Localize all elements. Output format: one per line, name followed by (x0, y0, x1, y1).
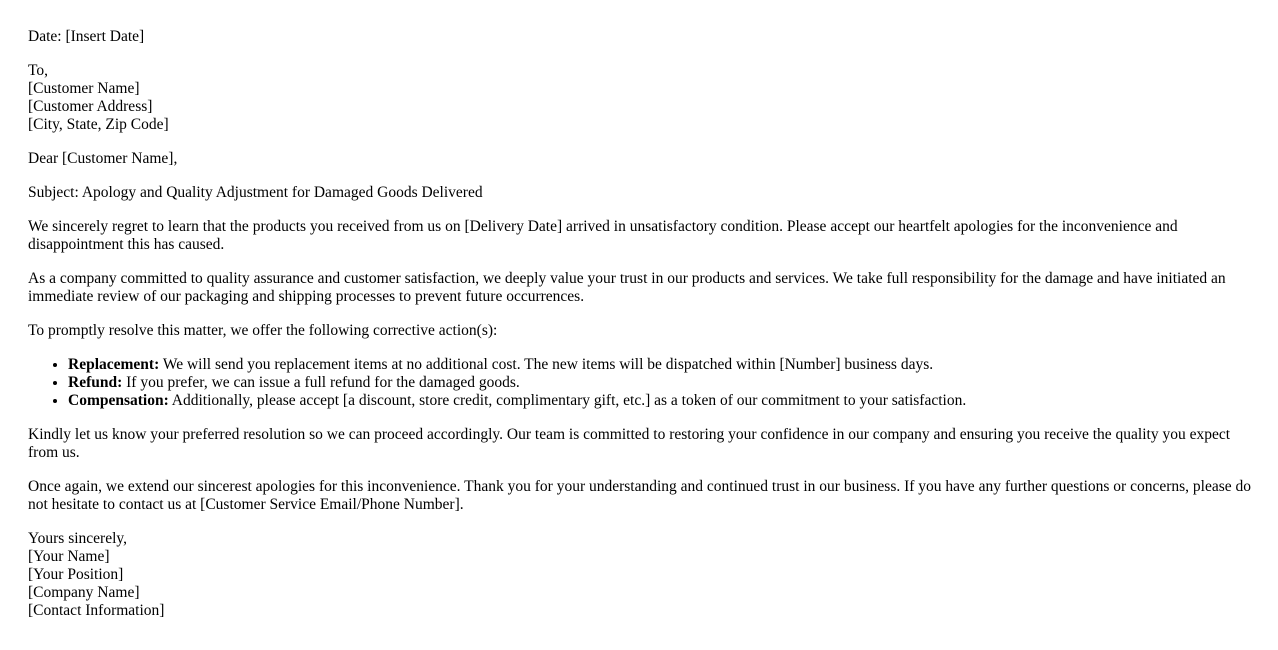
date-line: Date: [Insert Date] (28, 28, 145, 45)
action-text: We will send you replacement items at no additional cost. The new items will be dispatched within [Number] business days. (159, 356, 934, 373)
list-item-compensation (68, 392, 1253, 410)
salutation: Dear [Customer Name], (28, 150, 178, 167)
recipient-city: [City, State, Zip Code] (28, 116, 169, 133)
paragraph-commitment: As a company committed to quality assurance and customer satisfaction, we deeply value your trust in our products and services. We take full responsibility for the damage and have initiated an immediate review of our packaging and shipping processes to prevent future occurrences. (28, 270, 1226, 305)
sender-position: [Your Position] (28, 566, 124, 583)
recipient-name: [Customer Name] (28, 80, 140, 97)
paragraph-resolution: Kindly let us know your preferred resolution so we can proceed accordingly. Our team is committed to restoring your confidence in our company and ensuring you receive the quality you expect from us. (28, 426, 1231, 461)
list-item-replacement (68, 356, 1253, 374)
recipient-block (28, 62, 1253, 134)
sender-name: [Your Name] (28, 548, 110, 565)
sign-off: Yours sincerely, (28, 530, 128, 547)
corrective-actions-list (28, 356, 1253, 410)
action-label: Replacement: (68, 356, 160, 373)
closing-block (28, 530, 1253, 620)
action-label: Compensation: (68, 392, 169, 409)
recipient-address: [Customer Address] (28, 98, 153, 115)
paragraph-regret: We sincerely regret to learn that the products you received from us on [Delivery Date] arrived in unsatisfactory condition. Please accept our heartfelt apologies for the inconvenience and disappointment this has caused. (28, 218, 1178, 253)
letter (28, 28, 1253, 636)
action-label: Refund: (68, 374, 123, 391)
company-name: [Company Name] (28, 584, 140, 601)
subject-line: Subject: Apology and Quality Adjustment for Damaged Goods Delivered (28, 184, 483, 201)
list-item-refund (68, 374, 1253, 392)
recipient-to: To, (28, 62, 49, 79)
action-text: If you prefer, we can issue a full refund for the damaged goods. (122, 374, 520, 391)
paragraph-actions-intro: To promptly resolve this matter, we offer the following corrective action(s): (28, 322, 498, 339)
action-text: Additionally, please accept [a discount, store credit, complimentary gift, etc.] as a token of our commitment to your satisfaction. (168, 392, 967, 409)
paragraph-apology: Once again, we extend our sincerest apologies for this inconvenience. Thank you for your understanding and continued trust in our business. If you have any further questions or concerns, please do not hesitate to contact us at [Customer Service Email/Phone Number]. (28, 478, 1252, 513)
contact-information: [Contact Information] (28, 602, 165, 619)
